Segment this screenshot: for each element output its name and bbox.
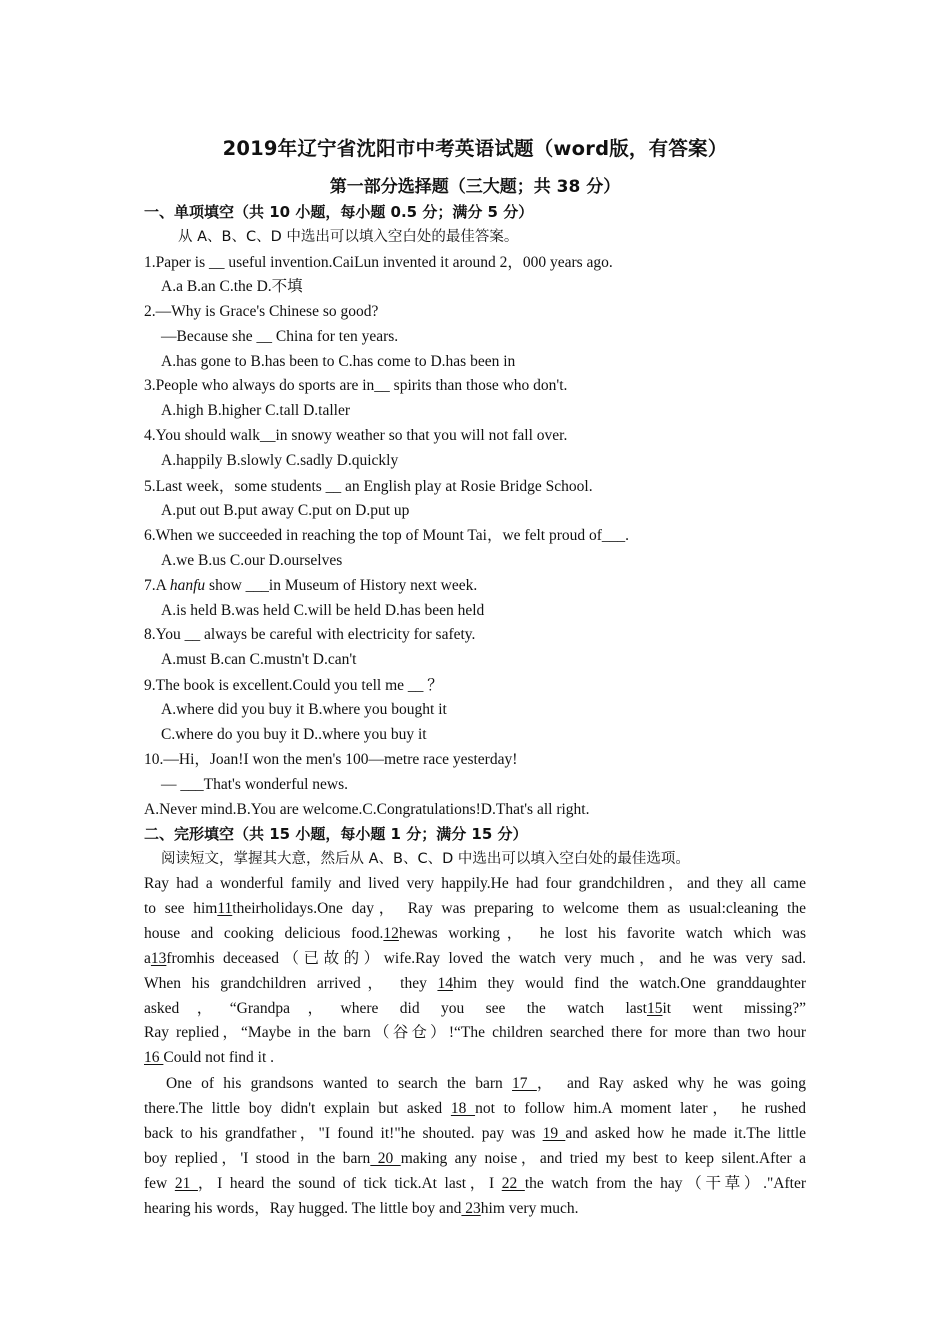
question-10-options: A.Never mind.B.You are welcome.C.Congratulations!D.That's all right. bbox=[144, 801, 590, 818]
question-2-line-2: —Because she __ China for ten years. bbox=[161, 328, 399, 345]
cloze-blank: 15 bbox=[647, 1000, 663, 1017]
question-7 bbox=[144, 575, 477, 597]
p1-line bbox=[144, 1047, 806, 1069]
question-2-options: A.has gone to B.has been to C.has come to D.has been in bbox=[161, 353, 516, 370]
p1-line bbox=[144, 1022, 806, 1044]
p2-line bbox=[144, 1098, 806, 1120]
question-7-options: A.is held B.was held C.will be held D.has been held bbox=[161, 602, 485, 619]
question-4-options: A.happily B.slowly C.sadly D.quickly bbox=[161, 452, 399, 469]
passage-text: fromhis deceased（已故的）wife.Ray loved the watch very much，and he was very sad. bbox=[166, 950, 806, 967]
passage-text: ，I heard the sound of tick tick.At last，I bbox=[197, 1175, 502, 1192]
passage-text: few bbox=[144, 1175, 175, 1192]
cloze-blank: 22 bbox=[501, 1175, 525, 1192]
passage-text: to see him bbox=[144, 900, 218, 917]
cloze-blank: 18 bbox=[450, 1100, 476, 1117]
document-title: 2019年辽宁省沈阳市中考英语试题（word版，有答案） bbox=[222, 137, 728, 160]
p1-line bbox=[144, 873, 806, 895]
passage-text: boy replied，'I stood in the barn bbox=[144, 1150, 371, 1167]
question-5: 5.Last week，some students __ an English play at Rosie Bridge School. bbox=[144, 478, 593, 495]
passage-text: ， and Ray asked why he was going bbox=[536, 1075, 807, 1092]
p1-line bbox=[144, 973, 806, 995]
section-heading-cloze: 二、完形填空（共 15 小题，每小题 1 分；满分 15 分） bbox=[144, 825, 528, 843]
cloze-blank: 14 bbox=[437, 975, 453, 992]
passage-text: him they would find the watch.One granddaughter bbox=[452, 975, 806, 992]
passage-text: Could not find it . bbox=[163, 1049, 275, 1066]
passage-text: back to his grandfather，"I found it!"he shouted. pay was bbox=[144, 1125, 543, 1142]
question-9-options-2: C.where do you buy it D..where you buy it bbox=[161, 726, 427, 743]
passage-text: asked，“Grandpa，where did you see the watch last bbox=[144, 1000, 647, 1017]
section-heading-multiple-choice: 一、单项填空（共 10 小题，每小题 0.5 分；满分 5 分） bbox=[144, 203, 534, 221]
question-1-options: A.a B.an C.the D.不填 bbox=[161, 278, 303, 295]
passage-text: and asked how he made it.The little bbox=[565, 1125, 807, 1142]
question-4: 4.You should walk__in snowy weather so that you will not fall over. bbox=[144, 427, 568, 444]
passage-text: Ray replied，“Maybe in the barn（谷仓）!“The children searched there for more than two hour bbox=[144, 1024, 806, 1041]
passage-text: theirholidays.One day， Ray was preparing to welcome them as usual:cleaning the bbox=[232, 900, 806, 917]
cloze-instruction: 阅读短文，掌握其大意，然后从 A、B、C、D 中选出可以填入空白处的最佳选项。 bbox=[161, 851, 690, 867]
passage-text: it went missing?” bbox=[662, 1000, 806, 1017]
question-6: 6.When we succeeded in reaching the top of Mount Tai，we felt proud of___. bbox=[144, 527, 630, 544]
passage-text: not to follow him.A moment later， he rushed bbox=[475, 1100, 807, 1117]
cloze-blank: 17 bbox=[512, 1075, 537, 1092]
p1-line bbox=[144, 948, 806, 970]
question-9-options-1: A.where did you buy it B.where you bought it bbox=[161, 701, 447, 718]
passage-text: Ray had a wonderful family and lived very happily.He had four grandchildren，and they all came bbox=[144, 875, 806, 892]
p1-line bbox=[144, 923, 806, 945]
question-1: 1.Paper is __ useful invention.CaiLun invented it around 2，000 years ago. bbox=[144, 254, 613, 271]
question-10-line-2: — ___That's wonderful news. bbox=[161, 776, 349, 793]
cloze-blank: 16 bbox=[144, 1049, 164, 1066]
passage-text: When his grandchildren arrived， they bbox=[144, 975, 438, 992]
passage-text: hewas working， he lost his favorite watch which was bbox=[398, 925, 806, 942]
passage-text: a bbox=[144, 950, 151, 967]
passage-text: house and cooking delicious food. bbox=[144, 925, 384, 942]
question-8: 8.You __ always be careful with electricity for safety. bbox=[144, 626, 476, 643]
passage-text: there.The little boy didn't explain but asked bbox=[144, 1100, 451, 1117]
p2-line bbox=[144, 1123, 806, 1145]
question-7-italic-term: hanfu bbox=[169, 577, 206, 594]
part-title: 第一部分选择题（三大题；共 38 分） bbox=[329, 177, 621, 197]
question-3: 3.People who always do sports are in__ spirits than those who don't. bbox=[144, 377, 568, 394]
question-5-options: A.put out B.put away C.put on D.put up bbox=[161, 502, 410, 519]
cloze-blank: 20 bbox=[370, 1150, 401, 1167]
p2-line bbox=[144, 1148, 806, 1170]
question-10: 10.—Hi，Joan!I won the men's 100—metre race yesterday! bbox=[144, 751, 518, 768]
cloze-blank: 19 bbox=[542, 1125, 566, 1142]
p2-line bbox=[144, 1173, 806, 1195]
cloze-blank: 12 bbox=[383, 925, 399, 942]
cloze-blank: 11 bbox=[217, 900, 233, 917]
section-instruction: 从 A、B、C、D 中选出可以填入空白处的最佳答案。 bbox=[178, 229, 519, 245]
question-9: 9.The book is excellent.Could you tell me __ ？ bbox=[144, 677, 443, 694]
passage-text: making any noise，and tried my best to keep silent.After a bbox=[400, 1150, 806, 1167]
cloze-blank: 23 bbox=[461, 1200, 481, 1217]
passage-text: the watch from the hay（干草）."After bbox=[524, 1175, 807, 1192]
p1-line bbox=[144, 998, 806, 1020]
passage-text: One of his grandsons wanted to search the barn bbox=[166, 1075, 513, 1092]
passage-text: hearing his words，Ray hugged. The little boy and bbox=[144, 1200, 462, 1217]
question-6-options: A.we B.us C.our D.ourselves bbox=[161, 552, 343, 569]
question-2: 2.—Why is Grace's Chinese so good? bbox=[144, 303, 379, 320]
question-3-options: A.high B.higher C.tall D.taller bbox=[161, 402, 350, 419]
p1-line bbox=[144, 898, 806, 920]
p2-line bbox=[144, 1073, 806, 1095]
question-7-prefix: 7.A bbox=[144, 577, 170, 594]
question-8-options: A.must B.can C.mustn't D.can't bbox=[161, 651, 357, 668]
question-7-rest: show ___in Museum of History next week. bbox=[209, 577, 478, 594]
cloze-blank: 13 bbox=[150, 950, 167, 967]
cloze-blank: 21 bbox=[174, 1175, 198, 1192]
passage-text: him very much. bbox=[480, 1200, 579, 1217]
p2-line bbox=[144, 1198, 806, 1220]
